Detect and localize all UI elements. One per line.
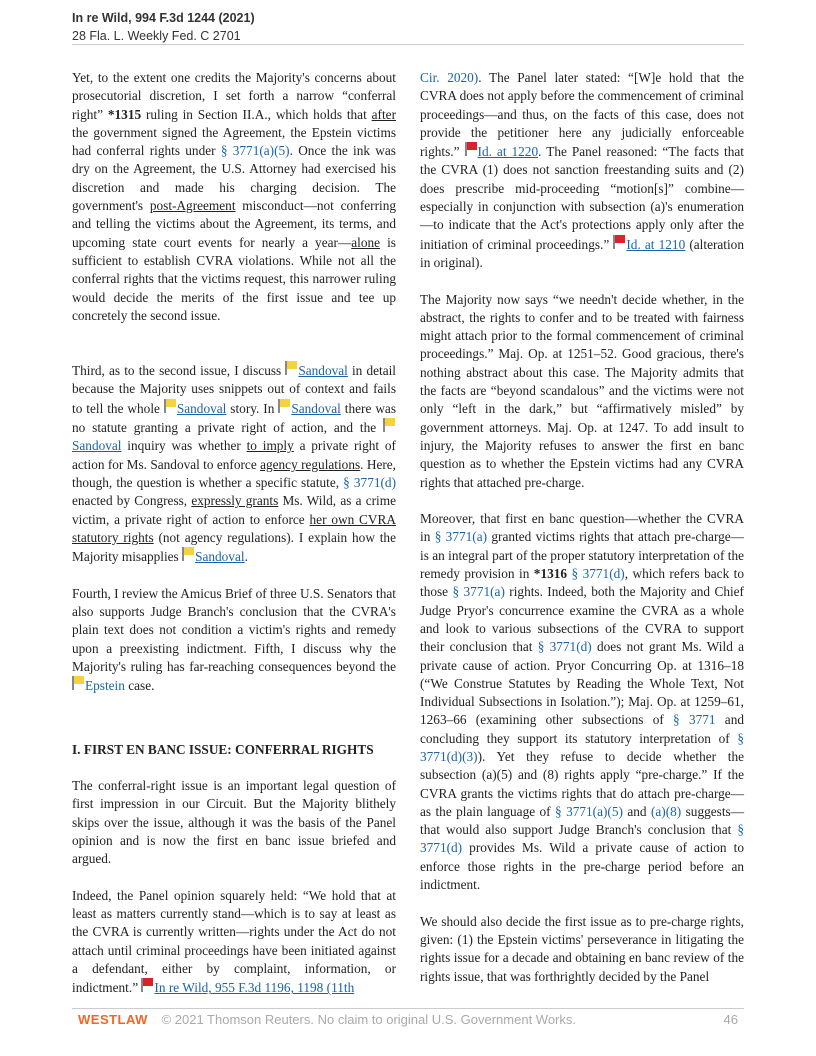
- yellow-flag-icon: [164, 399, 175, 411]
- statute-link[interactable]: (a)(8): [650, 803, 682, 819]
- yellow-flag-icon: [182, 547, 193, 559]
- statute-link[interactable]: § 3771(a): [434, 529, 488, 545]
- case-link[interactable]: Sandoval: [176, 400, 227, 416]
- star-page: *1316: [533, 566, 568, 582]
- case-reporter: 28 Fla. L. Weekly Fed. C 2701: [72, 29, 241, 43]
- header-divider: [72, 44, 744, 45]
- red-flag-icon: [141, 978, 152, 990]
- statute-link[interactable]: § 3771(d)(3): [420, 730, 744, 764]
- right-column: [420, 69, 744, 1004]
- paragraph: Yet, to the extent one credits the Majority's concerns about prosecutorial discretion, I set forth a narrow “conferral right” *1315 ruling in Section II.A., which holds that after the government signed the Agreement, the Epstein victims had conferral rights under § 3771(a)(5). Once the ink was dry on the Agreement, the U.S. Attorney had exercised his discretion and made his charging decision. The government's post-Agreement misconduct—not conferring and telling the victims about the Agreement, its terms, and upcoming state court events for nearly a year—alone is sufficient to establish CVRA violations. While not all the conferral rights that the victims request, this narrower ruling would decide the merits of the first issue and tee up concretely the second issue.: [72, 70, 396, 323]
- paragraph: Indeed, the Panel opinion squarely held: “We hold that at least as matters currently stand—which is to say at least as the CVRA is currently written—rights under the Act do not attach until criminal proceedings have been initiated against a defendant, either by complaint, information, or indictment.” In re Wild, 955 F.3d 1196, 1198 (11th: [72, 887, 396, 996]
- document-header: [72, 9, 255, 45]
- paragraph: Fourth, I review the Amicus Brief of three U.S. Senators that also supports Judge Branch's conclusion that the CVRA's plain text does not condition a victim's rights and remedy upon a preexisting indictment. Fifth, I discuss why the Majority's ruling has far-reaching consequences beyond the Epstein case.: [72, 585, 396, 694]
- statute-link[interactable]: § 3771(a): [452, 584, 505, 600]
- case-link[interactable]: Sandoval: [72, 438, 122, 454]
- westlaw-logo: WESTLAW: [78, 1012, 148, 1027]
- paragraph: The Majority now says “we needn't decide whether, in the abstract, the rights to confer and to be treated with fairness might attach prior to the formal commencement of criminal proceedings.” Maj. Op. at 1251–52. Good gracious, there's nothing abstract about this case. The Majority admits that the facts are “beyond scandalous” and the victims were not only “left in the dark,” but “affirmatively misled” by government attorneys. Maj. Op. at 1247. To add insult to injury, the Majority refuses to answer the first en banc question as to whether the Epstein victims had any CVRA rights that attached pre-charge.: [420, 291, 744, 490]
- yellow-flag-icon: [278, 399, 289, 411]
- statute-link[interactable]: § 3771(a)(5): [555, 803, 623, 819]
- footer-divider: [72, 1008, 744, 1009]
- statute-link[interactable]: § 3771(a)(5): [220, 143, 290, 159]
- paragraph: We should also decide the first issue as to pre-charge rights, given: (1) the Epstein victims' perseverance in litigating the rights issue for a decade and obtaining en banc review of the rights issue, that was forthrightly decided by the Panel: [420, 913, 744, 984]
- statute-link[interactable]: § 3771(d): [420, 822, 744, 856]
- statute-link[interactable]: § 3771: [673, 712, 716, 728]
- red-flag-icon: [465, 142, 476, 154]
- statute-link[interactable]: § 3771(d): [571, 566, 625, 582]
- case-link[interactable]: Sandoval: [298, 363, 348, 379]
- case-link[interactable]: In re Wild, 955 F.3d 1196, 1198 (11th: [154, 980, 355, 996]
- document-footer: [78, 1012, 738, 1027]
- case-link[interactable]: Sandoval: [195, 549, 245, 565]
- left-column: [72, 69, 396, 1016]
- case-link[interactable]: Sandoval: [291, 400, 341, 416]
- page-number: 46: [723, 1012, 738, 1027]
- statute-link[interactable]: § 3771(d): [537, 639, 592, 655]
- yellow-flag-icon: [285, 361, 296, 373]
- paragraph: Third, as to the second issue, I discuss Sandoval in detail because the Majority uses snippets out of context and fails to tell the whole Sandoval story. In Sandoval there was no statute granting a private right of action, and the Sandoval inquiry was whether to imply a private right of action for Ms. Sandoval to enforce agency regulations. Here, though, the question is whether a specific statute, § 3771(d) enacted by Congress, expressly grants Ms. Wild, as a crime victim, a private right of action to enforce her own CVRA statutory rights (not agency regulations). I explain how the Majority misapplies Sandoval.: [72, 363, 397, 565]
- case-link[interactable]: Id. at 1210: [626, 236, 686, 252]
- case-link[interactable]: Cir. 2020): [420, 70, 479, 85]
- paragraph: Cir. 2020). The Panel later stated: “[W]e hold that the CVRA does not apply before the commencement of criminal proceedings—and thus, on the facts of this case, does not provide the petitioner here any judicially enforceable rights.” Id. at 1220. The Panel reasoned: “The facts that the CVRA (1) does not sanction freestanding suits and (2) does prescribe mid-proceeding “motion[s]” combine—especially in conjunction with subsection (a)'s enumeration—to indicate that the Act's protections apply only after the initiation of criminal proceedings.” Id. at 1210 (alteration in original).: [420, 70, 744, 270]
- case-link[interactable]: Epstein: [85, 678, 125, 694]
- case-title: In re Wild, 994 F.3d 1244 (2021): [72, 11, 255, 25]
- yellow-flag-icon: [383, 418, 394, 430]
- section-heading: I. FIRST EN BANC ISSUE: CONFERRAL RIGHTS: [72, 741, 374, 757]
- case-link[interactable]: Id. at 1220: [477, 144, 539, 160]
- star-page: *1315: [107, 106, 142, 122]
- copyright-notice: © 2021 Thomson Reuters. No claim to original U.S. Government Works.: [161, 1012, 576, 1027]
- yellow-flag-icon: [72, 676, 83, 688]
- paragraph: The conferral-right issue is an important legal question of first impression in our Circuit. But the Majority blithely skips over the issue, although it was the basis of the Panel opinion and is now the first en banc issue briefed and argued.: [72, 778, 396, 867]
- paragraph: Moreover, that first en banc question—whether the CVRA in § 3771(a) granted victims rights that attach pre-charge—is an integral part of the proper statutory interpretation of the remedy provision in *1316 § 3771(d), which refers back to those § 3771(a) rights. Indeed, both the Majority and Chief Judge Pryor's concurrence examine the CVRA as a whole and look to various subsections of the CVRA to support their conclusion that § 3771(d) does not grant Ms. Wild a private cause of action. Pryor Concurring Op. at 1316–18 (“We Construe Statutes by Reading the Whole Text, Not Individual Subsections in Isolation.”); Maj. Op. at 1259–61, 1263–66 (examining other subsections of § 3771 and concluding they support its statutory interpretation of § 3771(d)(3)). Yet they refuse to decide whether the subsection (a)(5) and (8) rights apply “pre-charge.” If the CVRA grants the victims rights that do attach pre-charge—as the plain language of § 3771(a)(5) and (a)(8) suggests—that would also support Judge Branch's conclusion that § 3771(d) provides Ms. Wild a private cause of action to enforce those rights in the pre-charge period before an indictment.: [420, 511, 745, 893]
- statute-link[interactable]: § 3771(d): [343, 474, 396, 490]
- red-flag-icon: [613, 235, 624, 247]
